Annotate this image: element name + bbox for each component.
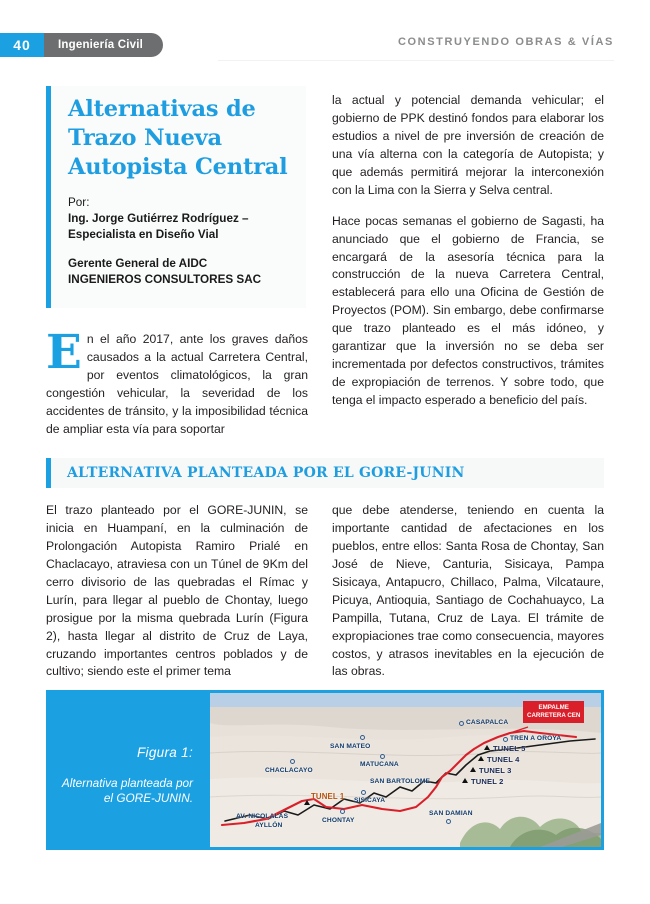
figure-caption-panel xyxy=(46,690,207,850)
map-label-tren-a-oroya: TREN A OROYA xyxy=(510,735,562,742)
paragraph-demanda-vehicular: la actual y potencial demanda vehicular; el gobierno de PPK destinó fondos para elaborar los estudios a nivel de pre inversión de creación de una vía alterna con la categoría de Autopista; y que además permitirá mejorar la interconexión con la Lima con la Sierra y Selva central. xyxy=(332,93,604,197)
map-label-casapalca: CASAPALCA xyxy=(466,719,509,726)
magazine-name: CONSTRUYENDO OBRAS & VÍAS xyxy=(397,36,614,48)
map-label-ayllon: AYLLÓN xyxy=(255,822,283,829)
header-divider xyxy=(218,60,614,61)
map-dot-tren-a-oroya xyxy=(503,737,508,742)
section-tab: Ingeniería Civil xyxy=(44,33,163,57)
tunnel-marker-3-icon xyxy=(470,767,476,772)
map-dot-matucana xyxy=(380,754,385,759)
byline-author: Ing. Jorge Gutiérrez Rodríguez – xyxy=(68,212,249,226)
body-column-right-top xyxy=(332,92,604,410)
map-label-tunel-3: TUNEL 3 xyxy=(479,766,512,775)
map-callout-empalme xyxy=(523,701,584,723)
map-label-san-mateo: SAN MATEO xyxy=(330,743,371,750)
map-label-san-bartolome: SAN BARTOLOME xyxy=(370,778,431,785)
map-dot-chaclacayo xyxy=(290,759,295,764)
map-label-chaclacayo: CHACLACAYO xyxy=(265,767,313,774)
map-dot-san-mateo xyxy=(360,735,365,740)
figure-caption-title: Figura 1: xyxy=(137,745,193,760)
section-heading xyxy=(46,458,604,488)
body-column-right-bottom xyxy=(332,502,604,681)
page-title: Alternativas de Trazo Nueva Autopista Central xyxy=(68,96,288,180)
map-dot-chontay xyxy=(340,809,345,814)
map-label-matucana: MATUCANA xyxy=(360,761,399,768)
tunnel-marker-4-icon xyxy=(478,756,484,761)
paragraph-trazo-planteado: El trazo planteado por el GORE-JUNIN, se inicia en Huampaní, en la culminación de Prolongación Autopista Ramiro Prialé en Chaclacayo, atraviesa con un Túnel de 9Km del cerro divisorio de las quebradas el Rímac y Lurín, para llegar al pueblo de Chontay, luego prosigue por la misma quebrada Lurín (Figura 2), hasta llegar al distrito de Cruz de Laya, cruzando importantes centros poblados y de cultivo; siendo este el primer tema xyxy=(46,503,308,679)
map-dot-casapalca xyxy=(459,721,464,726)
map-callout-empalme-line1: EMPALME xyxy=(538,704,569,711)
drop-cap: E xyxy=(46,325,82,380)
map-label-tunel-2: TUNEL 2 xyxy=(471,777,504,786)
byline-label: Por: xyxy=(68,196,90,210)
byline-org-line1: Gerente General de AIDC xyxy=(68,257,208,271)
page-number: 40 xyxy=(0,33,44,57)
body-column-left-bottom xyxy=(46,502,308,681)
map-label-av-nicolalas: AV. NICOLALÁS xyxy=(236,813,289,820)
map-label-san-damian: SAN DAMIAN xyxy=(429,810,473,817)
map-callout-empalme-line2: CARRETERA CEN xyxy=(527,711,581,719)
intro-paragraph xyxy=(46,325,308,439)
byline-org-line2: INGENIEROS CONSULTORES SAC xyxy=(68,273,262,287)
tunnel-marker-2-icon xyxy=(462,778,468,783)
map-label-tunel-1: TUNEL 1 xyxy=(311,792,345,801)
intro-paragraph-text: n el año 2017, ante los graves daños causados a la actual Carretera Central, por eventos climatológicos, la gran congestión vehicular, la severidad de los accidentes de tránsito, y la imposibilidad técnica de ampliar esta vía para soportar xyxy=(46,332,308,436)
map-label-tunel-5: TUNEL 5 xyxy=(493,744,526,753)
byline-role: Especialista en Diseño Vial xyxy=(68,228,219,242)
figure-caption-text: Alternativa planteada por el GORE-JUNIN. xyxy=(61,776,193,806)
paragraph-afectaciones: que debe atenderse, teniendo en cuenta la importante cantidad de afectaciones en los pueblos, entre ellos: Santa Rosa de Chontay, San José de Nieve, Canturia, Sisicaya, Pampa Sisicaya, Antapucro, Chillaco, Palma, Vilcataure, Picuya, Antioquia, Santiago de Cochahuayco, La Pampilla, Tutana, Cruz de Laya. El trámite de expropiaciones trae como consecuencia, mayores costos, y atrasos inevitables en la ejecución de las obras. xyxy=(332,503,604,679)
body-column-left-top xyxy=(46,325,308,439)
tunnel-marker-5-icon xyxy=(484,745,490,750)
map-label-chontay: CHONTAY xyxy=(322,817,355,824)
section-heading-label: ALTERNATIVA PLANTEADA POR EL GORE-JUNIN xyxy=(67,465,465,481)
page-header xyxy=(0,33,650,57)
paragraph-gobierno-sagasti: Hace pocas semanas el gobierno de Sagasti, ha anunciado que el gobierno de Francia, se encargará de la asesoría técnica para la construcción de la nueva Carretera Central, establecerá para ello una Oficina de Gestión de Proyectos (POM). Sin embargo, debe confirmarse que trazo planteado es el más idóneo, y garantizar que la inversión no se deba ser incrementada por defectos constructivos, trámites de expropiación de terrenos. Y sobre todo, que tenga el impacto esperado a beneficio del país. xyxy=(332,213,604,407)
figure-map xyxy=(207,690,604,850)
map-label-sisicaya: SISICAYA xyxy=(354,797,386,804)
map-dot-sisicaya xyxy=(361,790,366,795)
tunnel-marker-1-icon xyxy=(304,800,310,805)
article-title-block xyxy=(46,86,306,308)
map-dot-san-damian xyxy=(446,819,451,824)
map-label-tunel-4: TUNEL 4 xyxy=(487,755,520,764)
